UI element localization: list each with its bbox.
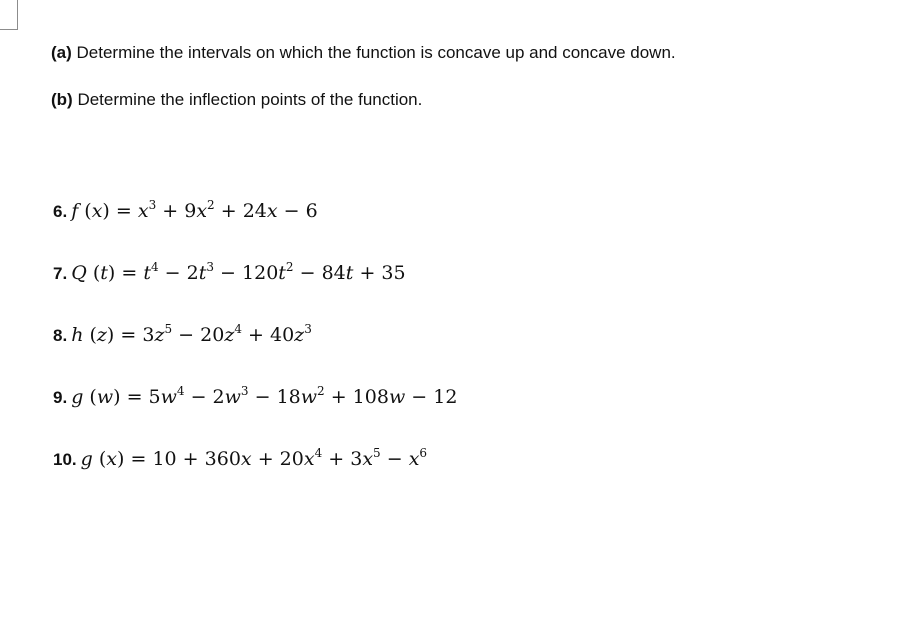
problem-10	[53, 444, 873, 474]
instruction-b-tag: (b)	[51, 90, 73, 109]
problem-list	[53, 196, 873, 506]
problem-7	[53, 258, 873, 288]
problem-expression: g $(x) = 10 + 360x + 20x^4 + 3x^5 - x^6$	[80, 446, 428, 470]
problem-expression: g $(w) = 5w^4 - 2w^3 - 18w^2 + 108w - 12$	[71, 384, 458, 408]
problem-expression: f $(x) = x^3 + 9x^2 + 24x - 6$	[71, 198, 318, 222]
problem-number: 7.	[53, 264, 68, 283]
problem-expression: h $(z) = 3z^5 - 20z^4 + 40z^3$	[71, 322, 312, 346]
problem-number: 9.	[53, 388, 68, 407]
problem-expression: Q $(t) = t^4 - 2t^3 - 120t^2 - 84t + 35$	[71, 260, 406, 284]
problem-number: 10.	[53, 450, 77, 469]
page-corner-marker	[0, 0, 18, 30]
problem-9	[53, 382, 873, 412]
instruction-a	[51, 42, 871, 64]
problem-6	[53, 196, 873, 226]
problem-number: 8.	[53, 326, 68, 345]
instruction-b	[51, 89, 871, 111]
instruction-a-text: Determine the intervals on which the function is concave up and concave down.	[71, 43, 676, 62]
instruction-b-text: Determine the inflection points of the function.	[72, 90, 423, 109]
instruction-a-tag: (a)	[51, 43, 72, 62]
instructions	[51, 42, 871, 111]
problem-number: 6.	[53, 202, 68, 221]
problem-8	[53, 320, 873, 350]
